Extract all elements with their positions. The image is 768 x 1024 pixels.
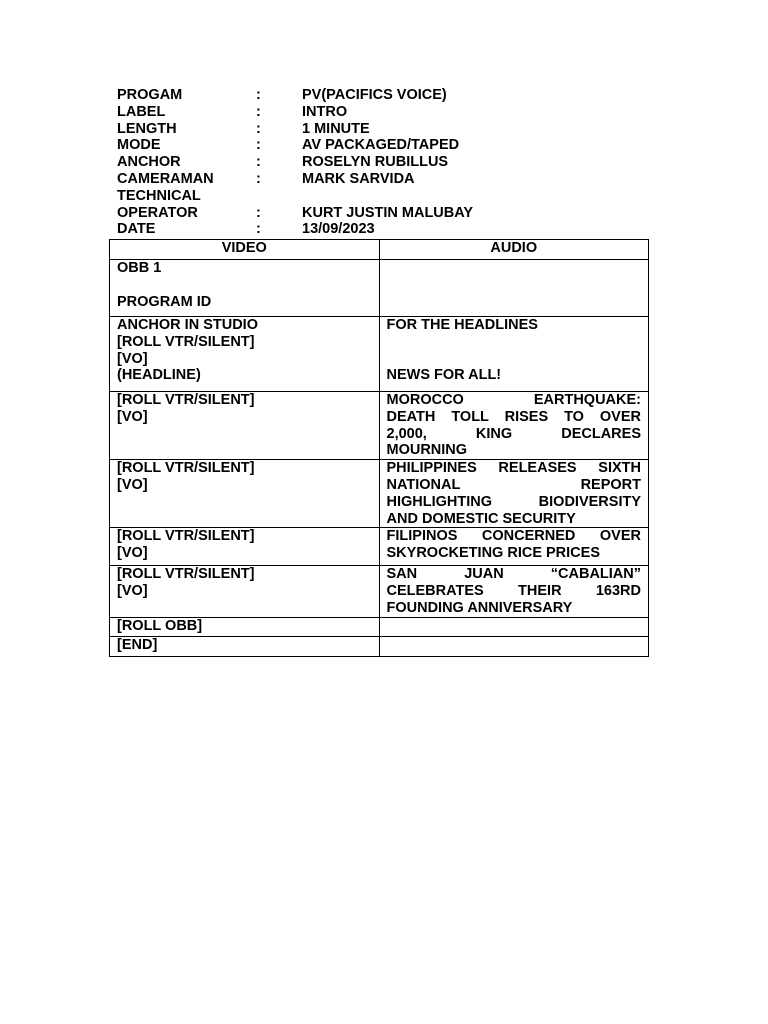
- audio-cell: [379, 260, 649, 317]
- audio-cell: [379, 392, 649, 460]
- info-colon: :: [256, 154, 261, 171]
- info-value: INTRO: [302, 103, 348, 120]
- video-line: PROGRAM ID: [117, 293, 212, 310]
- info-row-program: [117, 87, 657, 104]
- video-line: [ROLL VTR/SILENT]: [117, 333, 255, 350]
- audio-column-header: AUDIO: [379, 240, 649, 260]
- video-line: (HEADLINE): [117, 367, 201, 384]
- info-row-cameraman: [117, 171, 657, 188]
- video-cell: [110, 392, 380, 460]
- video-line: OBB 1: [117, 260, 162, 276]
- video-line: [END]: [117, 637, 158, 654]
- info-label: TECHNICAL: [117, 187, 201, 204]
- info-value: 1 MINUTE: [302, 120, 370, 137]
- table-row: [110, 566, 649, 618]
- audio-line: CELEBRATES THEIR 163RD: [386, 583, 641, 600]
- audio-line: HIGHLIGHTING BIODIVERSITY: [386, 493, 641, 510]
- table-row: [110, 317, 649, 392]
- video-line: [117, 277, 372, 294]
- audio-cell: [379, 528, 649, 566]
- info-value: AV PACKAGED/TAPED: [302, 137, 460, 154]
- video-cell: [110, 637, 380, 657]
- info-value: PV(PACIFICS VOICE): [302, 87, 447, 103]
- video-cell: [110, 528, 380, 566]
- audio-line: SKYROCKETING RICE PRICES: [386, 545, 600, 562]
- audio-cell: [379, 637, 649, 657]
- info-value: ROSELYN RUBILLUS: [302, 154, 449, 171]
- video-line: [VO]: [117, 408, 148, 425]
- info-colon: :: [256, 221, 261, 238]
- info-label: PROGAM: [117, 87, 183, 103]
- audio-line: PHILIPPINES RELEASES SIXTH: [386, 460, 641, 477]
- info-label: OPERATOR: [117, 204, 198, 221]
- table-row: [110, 460, 649, 528]
- audio-line: MOURNING: [386, 442, 468, 459]
- video-line: [ROLL VTR/SILENT]: [117, 566, 255, 583]
- info-label: LENGTH: [117, 120, 177, 137]
- audio-line: FOUNDING ANNIVERSARY: [386, 599, 573, 616]
- info-row-length: [117, 121, 657, 138]
- audio-line: FILIPINOS CONCERNED OVER: [386, 528, 641, 545]
- info-value: KURT JUSTIN MALUBAY: [302, 204, 474, 221]
- audio-line: MOROCCO EARTHQUAKE:: [386, 392, 641, 408]
- info-colon: :: [256, 120, 261, 137]
- video-cell: [110, 566, 380, 618]
- audio-cell: [379, 618, 649, 637]
- info-colon: :: [256, 204, 261, 221]
- program-info-header: [117, 87, 657, 238]
- audio-line: [387, 351, 642, 368]
- audio-line: NATIONAL REPORT: [386, 476, 641, 493]
- info-value: 13/09/2023: [302, 221, 375, 238]
- video-cell: [110, 260, 380, 317]
- info-row-label: [117, 104, 657, 121]
- video-cell: [110, 317, 380, 392]
- table-header-row: [110, 240, 649, 260]
- info-row-operator: [117, 205, 657, 222]
- script-table: [109, 239, 649, 657]
- video-line: [ROLL VTR/SILENT]: [117, 460, 255, 477]
- video-line: [VO]: [117, 476, 148, 493]
- audio-cell: [379, 317, 649, 392]
- table-row: [110, 618, 649, 637]
- video-cell: [110, 460, 380, 528]
- video-line: [VO]: [117, 583, 148, 600]
- table-row: [110, 392, 649, 460]
- audio-line: DEATH TOLL RISES TO OVER: [386, 408, 641, 425]
- info-row-date: [117, 221, 657, 238]
- video-cell: [110, 618, 380, 637]
- video-column-header: VIDEO: [110, 240, 380, 260]
- audio-cell: [379, 460, 649, 528]
- table-row: [110, 637, 649, 657]
- video-line: [ROLL OBB]: [117, 618, 203, 635]
- audio-line: SAN JUAN “CABALIAN”: [386, 566, 641, 583]
- video-line: [ROLL VTR/SILENT]: [117, 392, 255, 408]
- info-row-mode: [117, 137, 657, 154]
- table-row: [110, 260, 649, 317]
- video-line: ANCHOR IN STUDIO: [117, 317, 258, 333]
- video-line: [VO]: [117, 350, 148, 367]
- info-label: ANCHOR: [117, 154, 181, 171]
- info-colon: :: [256, 170, 261, 187]
- info-label: LABEL: [117, 103, 166, 120]
- video-line: [ROLL VTR/SILENT]: [117, 528, 255, 545]
- table-row: [110, 528, 649, 566]
- info-row-technical: [117, 188, 657, 205]
- video-line: [VO]: [117, 545, 148, 562]
- audio-line: AND DOMESTIC SECURITY: [386, 510, 576, 527]
- info-label: CAMERAMAN: [117, 170, 214, 187]
- audio-line: [387, 334, 642, 351]
- info-value: MARK SARVIDA: [302, 170, 415, 187]
- audio-cell: [379, 566, 649, 618]
- audio-line: 2,000, KING DECLARES: [386, 425, 641, 442]
- info-colon: :: [256, 103, 261, 120]
- info-colon: :: [256, 137, 261, 154]
- info-label: MODE: [117, 137, 161, 154]
- audio-line: FOR THE HEADLINES: [386, 317, 538, 333]
- info-row-anchor: [117, 154, 657, 171]
- info-colon: :: [256, 87, 261, 103]
- info-label: DATE: [117, 221, 156, 238]
- audio-line: NEWS FOR ALL!: [386, 367, 502, 384]
